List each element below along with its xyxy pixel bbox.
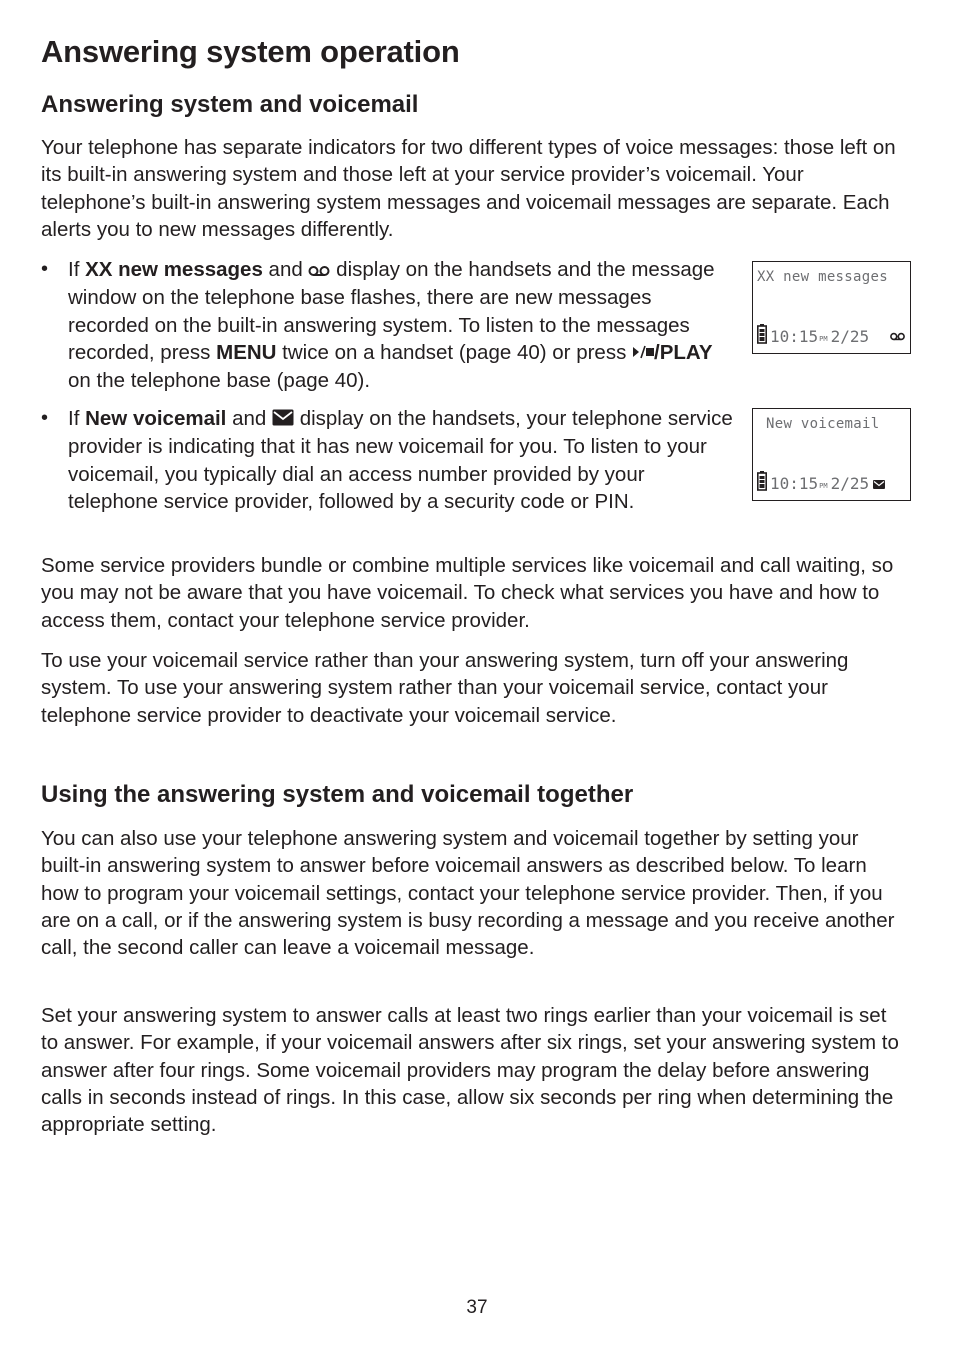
voicemail-tape-icon: [890, 326, 905, 345]
play-stop-icon: [632, 340, 654, 367]
display-text-new-messages: XX new messages: [85, 258, 263, 281]
service-providers-paragraph: Some service providers bundle or combine multiple services like voicemail and call waiting, so you may not be aware that you have voicemail. To check what services you have and how to access them, contact your telephone service provider.: [41, 554, 894, 632]
screen-time: 10:15: [770, 326, 819, 346]
screen-ampm: PM: [819, 482, 828, 490]
use-together-paragraph: You can also use your telephone answering system and voicemail together by setting your built-in answering system to answer before voicemail answers as described below. To learn how to program your voicemail settings, contact your telephone service provider. Then, if you are on a call, or if the answering system is busy recording a message and you receive another call, the second caller can leave a voicemail message.: [41, 827, 895, 960]
bullet-new-messages: [41, 256, 731, 396]
voicemail-tape-icon: [308, 257, 330, 284]
bullet-dot: •: [41, 407, 49, 429]
ring-settings-paragraph: Set your answering system to answer calls at least two rings earlier than your voicemail is set to answer. For example, if your voicemail answers after six rings, set your answering system to answer after four rings. Some voicemail providers may program the delay before answering calls in seconds instead of rings. In this case, allow six seconds per ring when determining the appropriate setting.: [41, 1004, 899, 1137]
menu-key-label: MENU: [216, 340, 277, 364]
battery-icon: [757, 324, 767, 348]
envelope-icon: [873, 474, 885, 493]
envelope-icon: [272, 406, 294, 433]
turn-off-paragraph: To use your voicemail service rather than your answering system, turn off your answering system. To use your answering system rather than your voicemail service, contact your telephone service provider to deactivate your voicemail service.: [41, 649, 849, 727]
intro-text: Your telephone has separate indicators for two different types of voice messages: those left on its built-in answering system and those left at your service provider’s voicemail. Your telephone’s built-in answering system messages and voicemail messages are separate. Each alerts you to new messages differently.: [41, 136, 896, 241]
screen-line-1: New voicemail: [766, 416, 880, 432]
screen-date: 2/25: [830, 473, 870, 493]
play-key-label: /PLAY: [654, 340, 713, 364]
display-text-new-voicemail: New voicemail: [85, 407, 227, 430]
handset-screen-new-messages: [752, 261, 911, 354]
screen-date: 2/25: [830, 326, 870, 346]
screen-line-1: XX new messages: [757, 269, 888, 285]
section-heading-using-together: Using the answering system and voicemail together: [41, 781, 634, 808]
bullet-text: If XX new messages and display on the handsets and the message window on the telephone base flashes, there are new messages recorded on the built-in answering system. To listen to the messages recorded, press MENU twice on a handset (page 40) or press /PLAY on the telephone base (page 40).: [68, 258, 715, 393]
bullet-text: If New voicemail and display on the handsets, your telephone service provider is indicating that it has new voicemail for you. To listen to your voicemail, you typically dial an access number provided by your telephone service provider, followed by a security code or PIN.: [68, 407, 733, 513]
handset-screen-new-voicemail: [752, 408, 911, 501]
screen-time: 10:15: [770, 473, 819, 493]
screen-status-line: [757, 324, 869, 348]
page-title: Answering system operation: [41, 34, 460, 69]
screen-status-line: [757, 471, 885, 495]
screen-ampm: PM: [819, 335, 828, 343]
battery-icon: [757, 471, 767, 495]
section-heading-answering-voicemail: Answering system and voicemail: [41, 91, 419, 118]
bullet-new-voicemail: [41, 405, 731, 545]
intro-paragraph: [41, 134, 906, 243]
bullet-dot: •: [41, 258, 49, 280]
page-number: 37: [466, 1297, 488, 1318]
